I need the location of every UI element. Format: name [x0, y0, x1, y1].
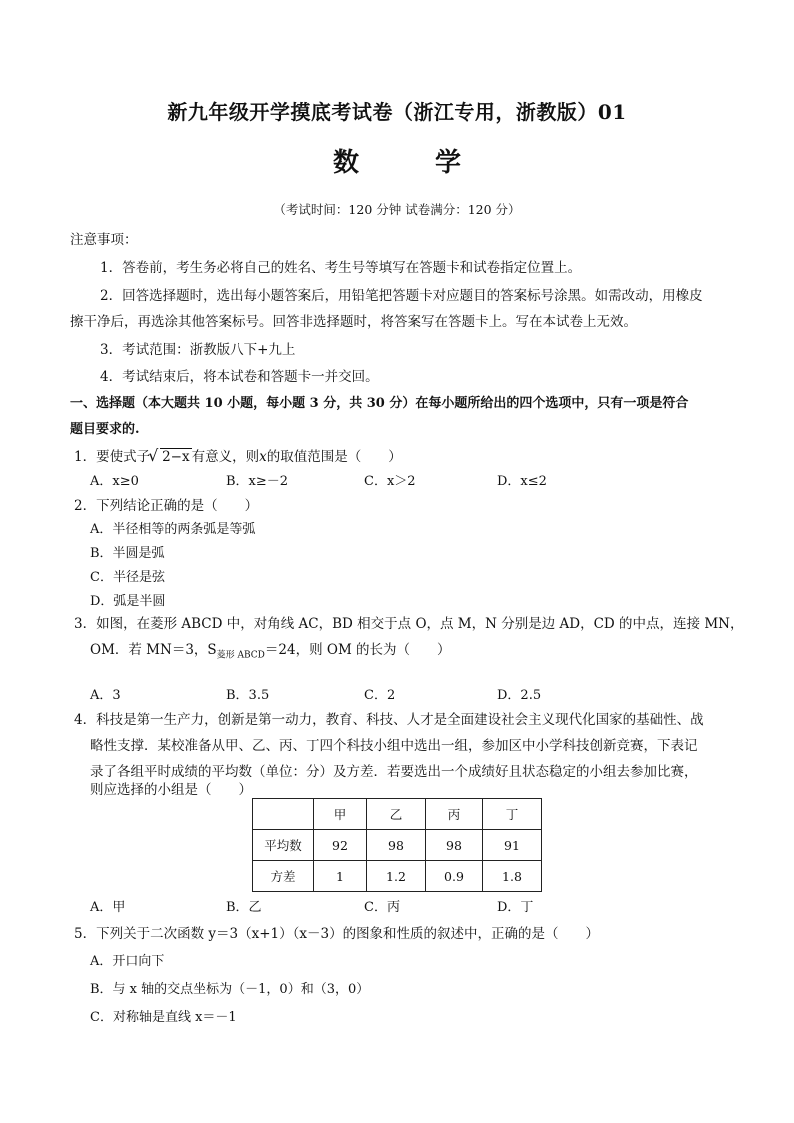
table-cell: 92: [314, 830, 367, 861]
question-2-option-b: B．半圆是弧: [90, 546, 165, 561]
question-3-option-a: A．3: [90, 688, 121, 703]
table-header-cell: [253, 799, 314, 830]
table-cell: 方差: [253, 861, 314, 892]
question-3-stem: 3．如图，在菱形 ABCD 中，对角线 AC，BD 相交于点 O，点 M，N 分别是边 AD，CD 的中点，连接 MN，: [74, 616, 744, 632]
question-4-option-a: A．甲: [90, 900, 126, 915]
table-row: [253, 861, 542, 892]
question-2-option-a: A．半径相等的两条弧是等弧: [90, 522, 256, 537]
table-header-cell: 甲: [314, 799, 367, 830]
notice-item-2: 2．回答选择题时，选出每小题答案后，用铅笔把答题卡对应题目的答案标号涂黑。如需改动，用橡皮: [100, 288, 703, 304]
table-cell: 91: [483, 830, 542, 861]
question-3-option-c: C．2: [364, 688, 396, 703]
section-heading: 一、选择题（本大题共 10 小题，每小题 3 分，共 30 分）在每小题所给出的四个选项中，只有一项是符合: [70, 396, 689, 411]
subject-char-2: 学: [435, 148, 462, 178]
scores-table: [252, 798, 542, 892]
question-1-stem: 1．要使式子√ 2−x 有意义，则x的取值范围是（ ）: [74, 445, 402, 465]
notice-item-3: 3．考试范围：浙教版八下+九上: [100, 342, 296, 358]
question-3-stem-cont: OM．若 MN＝3，$S_{菱形 ABCD}=24$，则 OM 的长为（ ）: [90, 642, 451, 661]
table-header-cell: 丙: [426, 799, 483, 830]
exam-title: 新九年级开学摸底考试卷（浙江专用，浙教版）01: [167, 100, 627, 124]
notice-item-1: 1．答卷前，考生务必将自己的姓名、考生号等填写在答题卡和试卷指定位置上。: [100, 260, 582, 276]
question-3-option-b: B．3.5: [226, 688, 270, 703]
question-5-option-a: A．开口向下: [90, 954, 165, 969]
question-4-stem: 4．科技是第一生产力，创新是第一动力，教育、科技、人才是全面建设社会主义现代化国家的基础性、战: [74, 712, 704, 728]
question-4-stem-cont-2: 录了各组平时成绩的平均数（单位：分）及方差．若要选出一个成绩好且状态稳定的小组去参加比赛，: [90, 764, 698, 780]
notice-item-4: 4．考试结束后，将本试卷和答题卡一并交回。: [100, 369, 379, 385]
question-5-option-b: B．与 x 轴的交点坐标为（－1，0）和（3，0）: [90, 982, 370, 997]
table-cell: 1.2: [367, 861, 426, 892]
question-1-option-d: D．x≤2: [497, 474, 547, 489]
question-4-stem-cont-1: 略性支撑．某校准备从甲、乙、丙、丁四个科技小组中选出一组，参加区中小学科技创新竞赛，下表记: [90, 738, 698, 754]
question-5-option-c: C．对称轴是直线 x＝－1: [90, 1010, 237, 1025]
question-4-option-d: D．丁: [497, 900, 534, 915]
notice-item-2-cont: 擦干净后，再选涂其他答案标号。回答非选择题时，将答案写在答题卡上。写在本试卷上无效。: [70, 314, 637, 330]
table-header-cell: 丁: [483, 799, 542, 830]
exam-time-info: （考试时间：120 分钟 试卷满分：120 分）: [273, 202, 521, 217]
notice-heading: 注意事项：: [70, 232, 138, 248]
question-1-option-b: B．x≥－2: [226, 474, 289, 489]
question-4-option-c: C．丙: [364, 900, 400, 915]
table-cell: 1.8: [483, 861, 542, 892]
question-4-stem-cont-3: 则应选择的小组是（ ）: [90, 782, 252, 798]
table-cell: 平均数: [253, 830, 314, 861]
question-2-option-c: C．半径是弦: [90, 570, 165, 585]
question-5-stem: 5．下列关于二次函数 y＝3（x+1）（x－3）的图象和性质的叙述中，正确的是（ ）: [74, 926, 600, 942]
table-row: [253, 830, 542, 861]
question-1-option-a: A．x≥0: [90, 474, 139, 489]
question-2-option-d: D．弧是半圆: [90, 594, 166, 609]
question-4-option-b: B．乙: [226, 900, 262, 915]
subject-char-1: 数: [332, 148, 359, 178]
section-heading-cont: 题目要求的.: [70, 422, 140, 437]
sqrt-expression: √ 2−x: [150, 449, 192, 465]
question-1-option-c: C．x＞2: [364, 474, 416, 489]
subject-heading: [0, 142, 794, 179]
table-cell: 98: [426, 830, 483, 861]
table-header-cell: 乙: [367, 799, 426, 830]
question-3-option-d: D．2.5: [497, 688, 542, 703]
question-2-stem: 2．下列结论正确的是（ ）: [74, 498, 259, 514]
table-cell: 0.9: [426, 861, 483, 892]
table-header-row: [253, 799, 542, 830]
table-cell: 1: [314, 861, 367, 892]
table-cell: 98: [367, 830, 426, 861]
